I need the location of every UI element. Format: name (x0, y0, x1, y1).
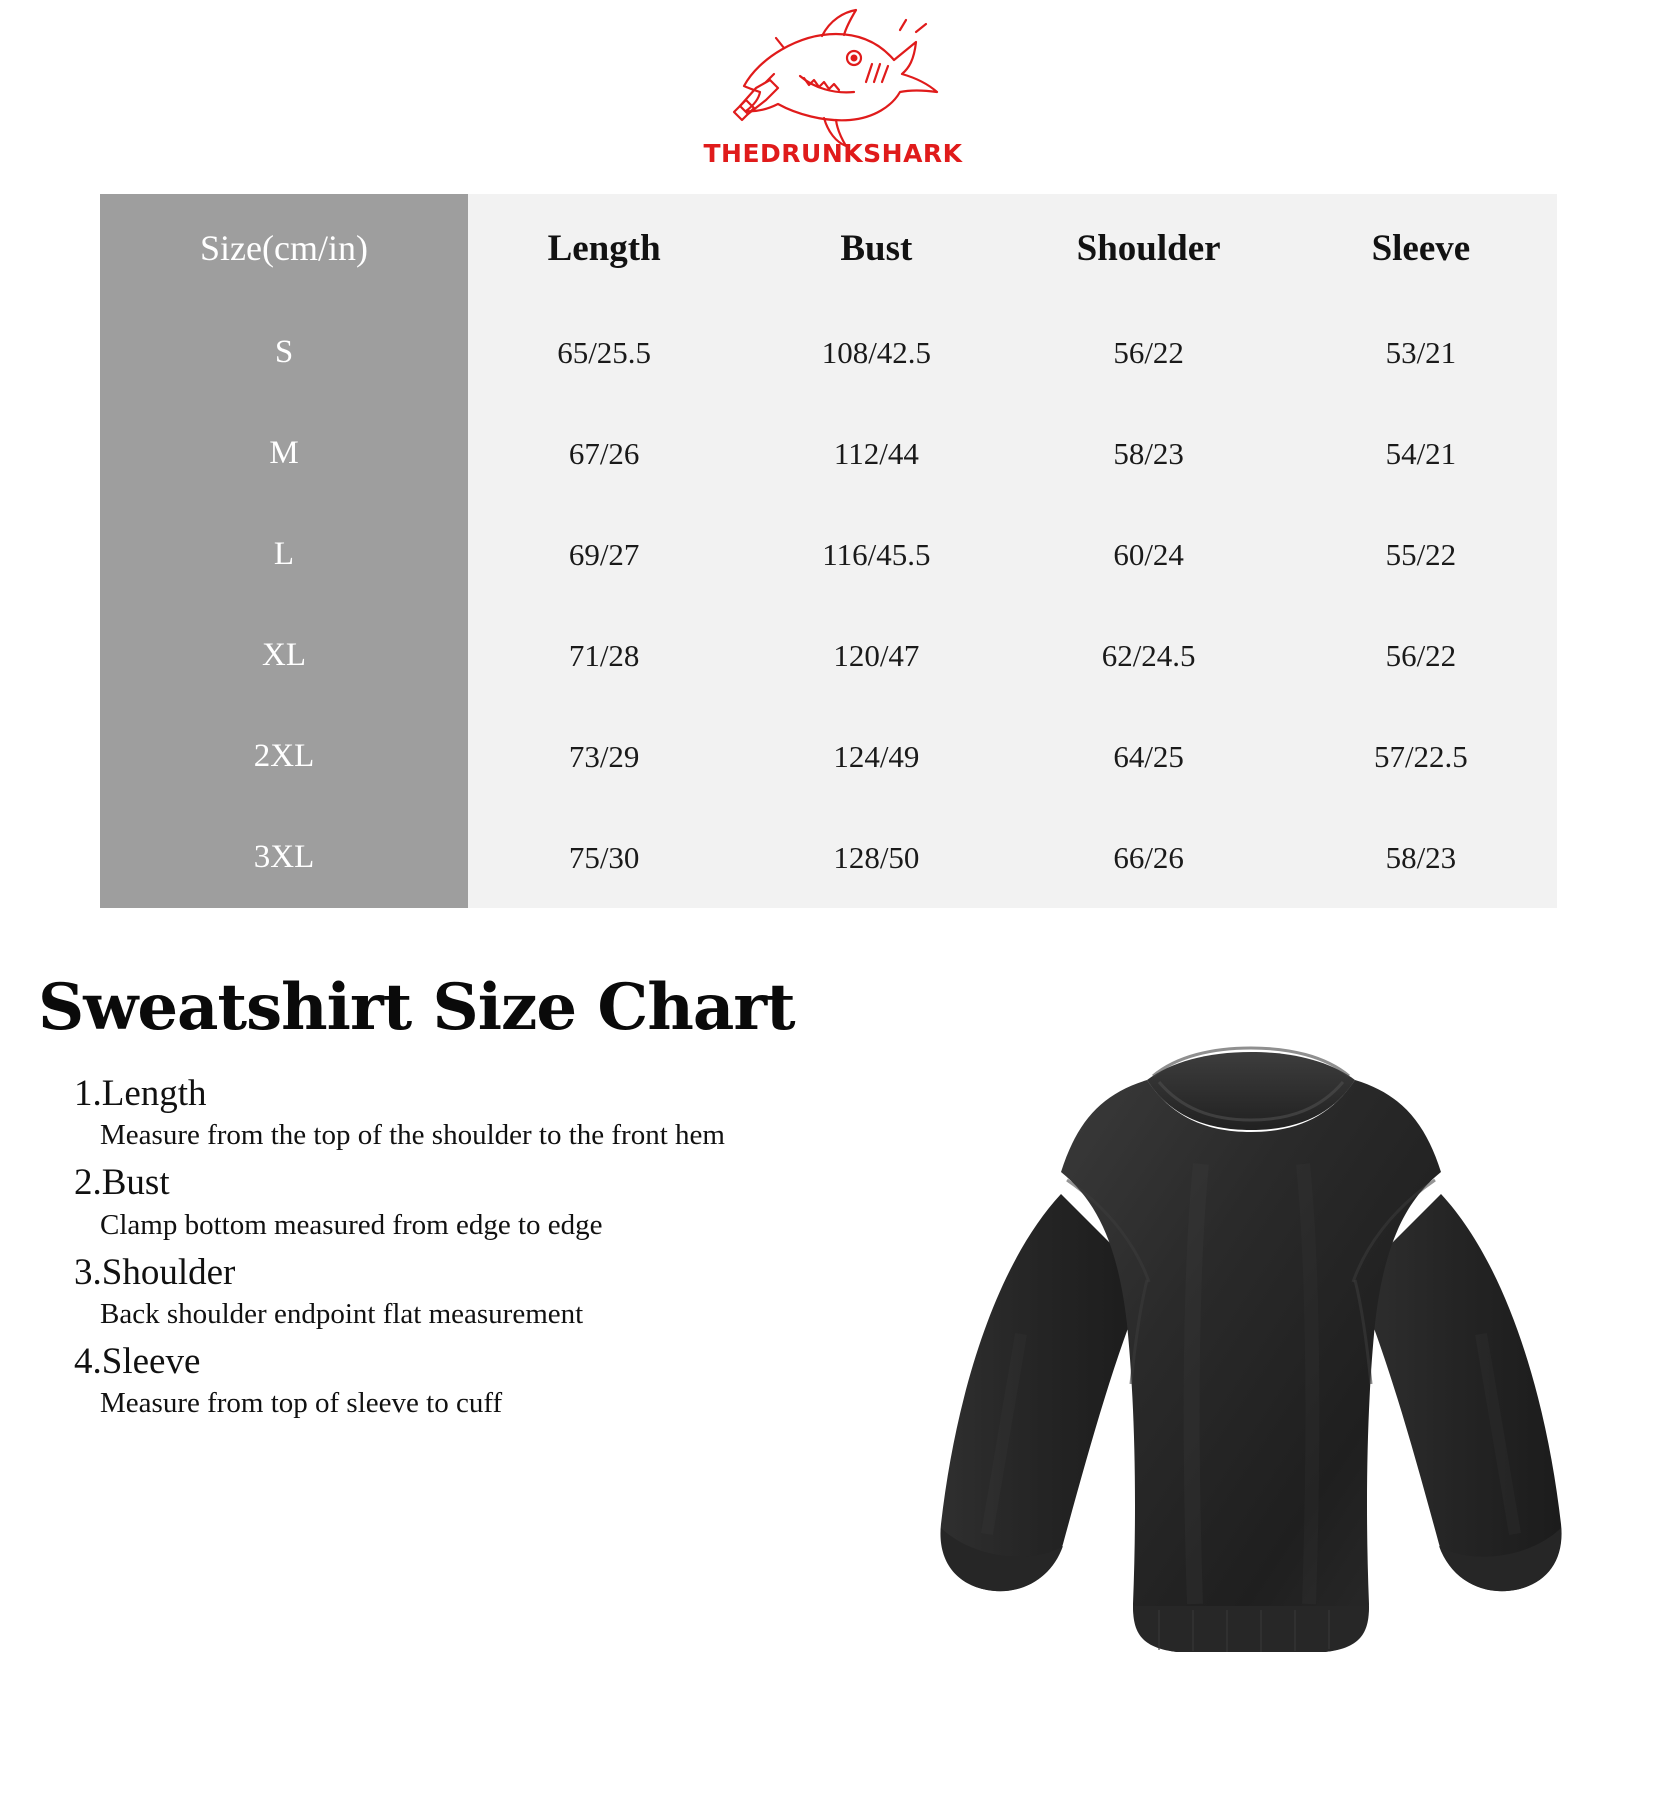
cell-bust: 120/47 (833, 637, 920, 673)
table-row (468, 605, 1557, 706)
cell-shoulder: 66/26 (1113, 839, 1184, 875)
cell-sleeve: 58/23 (1385, 839, 1457, 875)
brand-name: THEDRUNKSHARK (703, 139, 963, 168)
column-header-bust: Bust (840, 227, 913, 269)
cell-sleeve: 56/22 (1385, 637, 1457, 673)
step-title-length: 1.Length (74, 1073, 207, 1114)
instructions-section (0, 954, 1657, 1794)
row-size-label: 2XL (253, 738, 315, 774)
step-title-sleeve: 4.Sleeve (74, 1341, 201, 1383)
row-size-label: M (269, 435, 299, 471)
cell-bust: 108/42.5 (821, 334, 932, 370)
table-row (468, 807, 1557, 908)
table-row (468, 403, 1557, 504)
cell-shoulder: 60/24 (1113, 536, 1184, 572)
column-header-sleeve: Sleeve (1371, 227, 1471, 269)
cell-length: 73/29 (568, 738, 640, 774)
cell-length: 65/25.5 (557, 334, 652, 370)
column-header-shoulder: Shoulder (1076, 227, 1221, 269)
step-title-shoulder: 3.Shoulder (74, 1251, 236, 1293)
cell-bust: 124/49 (833, 738, 920, 774)
table-row (468, 706, 1557, 807)
table-header-row (468, 194, 1557, 302)
step-desc-shoulder: Back shoulder endpoint flat measurement (100, 1297, 584, 1330)
table-row (468, 504, 1557, 605)
product-image-area (916, 954, 1621, 1794)
cell-length: 71/28 (568, 637, 640, 673)
instruction-step (38, 1160, 916, 1243)
logo-wrap (703, 8, 963, 178)
cell-bust: 128/50 (833, 839, 920, 875)
cell-shoulder: 56/22 (1113, 334, 1184, 370)
cell-sleeve: 53/21 (1385, 334, 1457, 370)
page-title: Sweatshirt Size Chart (38, 970, 795, 1045)
cell-sleeve: 55/22 (1385, 536, 1457, 572)
column-header-size: Size(cm/in) (200, 228, 368, 268)
column-header-length: Length (547, 227, 661, 269)
size-column (100, 194, 468, 908)
cell-length: 67/26 (568, 435, 640, 471)
table-row (468, 302, 1557, 403)
instruction-step (38, 1250, 916, 1333)
step-desc-length: Measure from the top of the shoulder to the front hem (100, 1119, 725, 1152)
cell-bust: 116/45.5 (822, 536, 931, 572)
row-size-label: L (273, 536, 295, 572)
cell-length: 75/30 (568, 839, 640, 875)
cell-shoulder: 62/24.5 (1101, 637, 1196, 673)
instruction-step (38, 1339, 916, 1422)
measurement-instructions (36, 954, 916, 1794)
cell-sleeve: 57/22.5 (1373, 738, 1468, 774)
cell-sleeve: 54/21 (1385, 435, 1457, 471)
row-size-label: XL (262, 637, 306, 673)
step-title-bust: 2.Bust (74, 1162, 170, 1204)
instruction-step (38, 1071, 916, 1154)
measurement-columns (468, 194, 1557, 908)
shark-logo-icon (704, 8, 954, 148)
cell-shoulder: 64/25 (1113, 738, 1184, 774)
brand-logo-area (0, 0, 1657, 180)
cell-length: 69/27 (568, 536, 640, 572)
black-sweatshirt-photo (901, 1004, 1601, 1794)
row-size-label: 3XL (253, 839, 315, 875)
cell-shoulder: 58/23 (1113, 435, 1184, 471)
row-size-label: S (274, 334, 294, 370)
cell-bust: 112/44 (833, 435, 919, 471)
size-chart-table (100, 194, 1557, 908)
step-desc-bust: Clamp bottom measured from edge to edge (100, 1208, 603, 1241)
step-desc-sleeve: Measure from top of sleeve to cuff (100, 1387, 503, 1420)
